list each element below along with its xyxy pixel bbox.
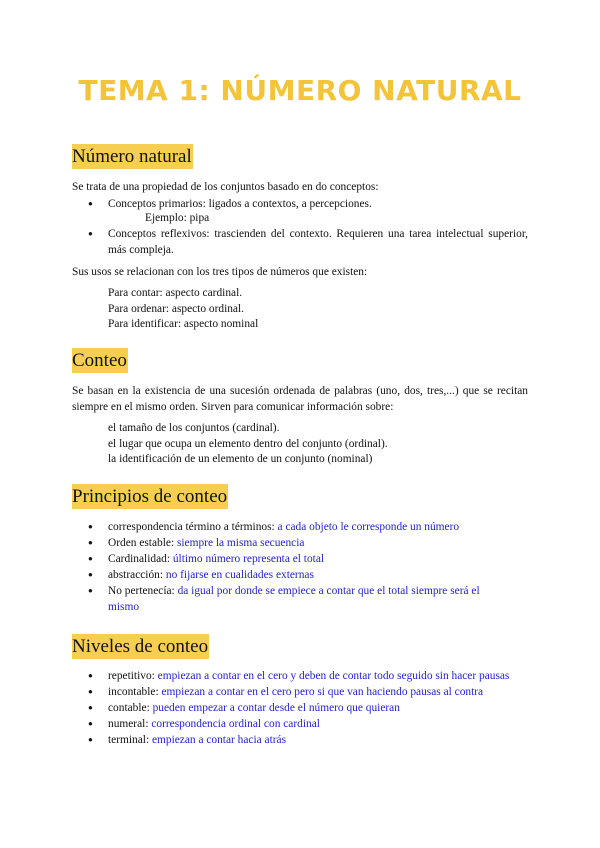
- use-cardinal: Para contar: aspecto cardinal.: [108, 287, 243, 299]
- use-nominal: Para identificar: aspecto nominal: [108, 318, 259, 330]
- uses-text: Sus usos se relacionan con los tres tipos de números que existen:: [72, 266, 368, 278]
- list-item: ● numeral: correspondencia ordinal con cardinal: [72, 716, 512, 732]
- concepts-list-2: [72, 226, 528, 258]
- list-item: ● Conceptos primarios: ligados a contextos, a percepciones.: [72, 196, 528, 212]
- conteo-item-ordinal: el lugar que ocupa un elemento dentro del conjunto (ordinal).: [108, 438, 388, 450]
- section-heading-niveles: Niveles de conteo: [72, 636, 209, 657]
- list-item: ● abstracción: no fijarse en cualidades externas: [72, 567, 512, 583]
- conteo-item-nominal: la identificación de un elemento de un conjunto (nominal): [108, 453, 373, 465]
- intro-text: Se trata de una propiedad de los conjuntos basado en do conceptos:: [72, 181, 379, 193]
- principios-list: [72, 519, 512, 615]
- concepts-list: [72, 196, 528, 212]
- section-heading-numero-natural: Número natural: [72, 146, 192, 167]
- list-item: ● No pertenecía: da igual por donde se empiece a contar que el total siempre será el mismo: [72, 583, 512, 615]
- section-heading-conteo: Conteo: [72, 350, 127, 371]
- list-item: ● terminal: empiezan a contar hacia atrás: [72, 732, 512, 748]
- list-item: ● contable: pueden empezar a contar desde el número que quieran: [72, 700, 512, 716]
- list-item: ● Cardinalidad: último número representa el total: [72, 551, 512, 567]
- niveles-list: [72, 668, 512, 748]
- example-text: Ejemplo: pipa: [145, 212, 210, 224]
- page-title: TEMA 1: NÚMERO NATURAL: [78, 74, 522, 107]
- section-heading-principios: Principios de conteo: [72, 486, 228, 507]
- list-item: ● repetitivo: empiezan a contar en el cero y deben de contar todo seguido sin hacer pausas: [72, 668, 512, 684]
- use-ordinal: Para ordenar: aspecto ordinal.: [108, 303, 244, 315]
- conteo-item-cardinal: el tamaño de los conjuntos (cardinal).: [108, 422, 280, 434]
- list-item: ● correspondencia término a términos: a cada objeto le corresponde un número: [72, 519, 512, 535]
- list-item: ● Conceptos reflexivos: trascienden del contexto. Requieren una tarea intelectual superior, más compleja.: [72, 226, 528, 258]
- list-item: ● incontable: empiezan a contar en el cero pero si que van haciendo pausas al contra: [72, 684, 512, 700]
- list-item: ● Orden estable: siempre la misma secuencia: [72, 535, 512, 551]
- conteo-paragraph: Se basan en la existencia de una sucesión ordenada de palabras (uno, dos, tres,...) que se recitan siempre en el mismo orden. Sirven para comunicar información sobre:: [72, 385, 528, 413]
